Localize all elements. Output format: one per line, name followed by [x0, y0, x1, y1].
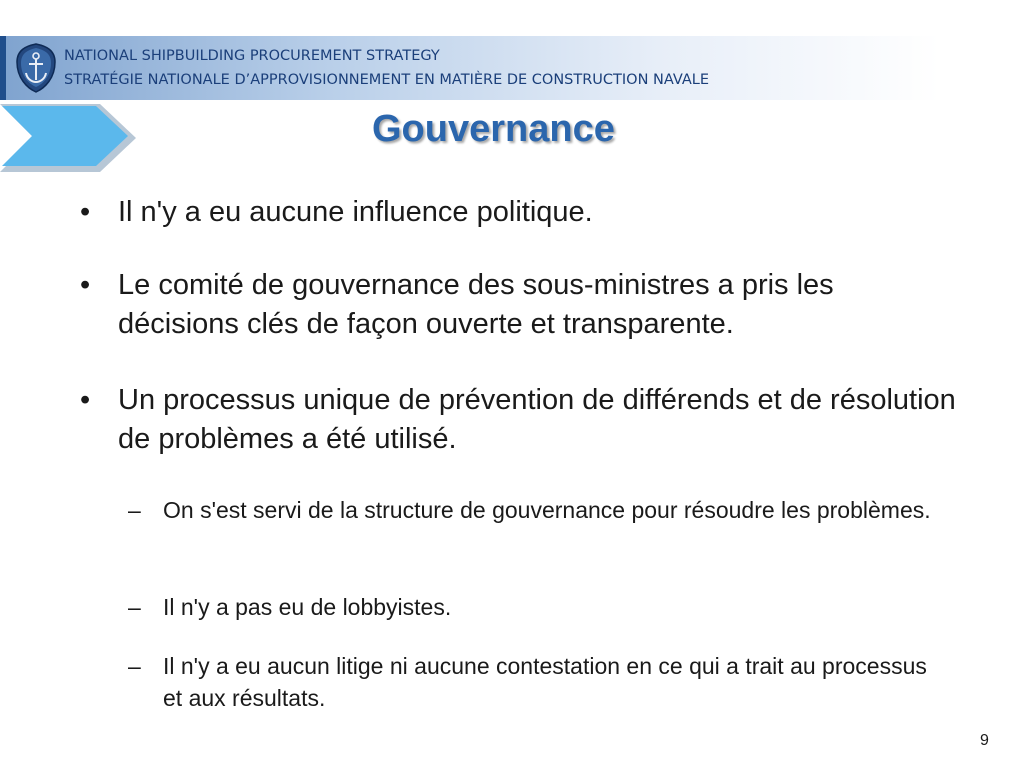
dash-marker: –: [128, 653, 141, 679]
bullet-text: Un processus unique de prévention de différends et de résolution de problèmes a été utilisé.: [118, 384, 956, 455]
slide-title: Gouvernance: [372, 108, 615, 150]
bullet-marker: •: [80, 384, 91, 416]
anchor-crest-icon: [14, 42, 58, 94]
chevron-arrow-decoration: [0, 102, 140, 174]
dash-marker: –: [128, 497, 141, 523]
dash-marker: –: [128, 594, 141, 620]
bullet-marker: •: [80, 196, 91, 228]
sub-bullet-text: Il n'y a eu aucun litige ni aucune contestation en ce qui a trait au processus et aux résultats.: [163, 653, 927, 711]
header-banner-edge: [0, 36, 6, 100]
sub-bullet-text: Il n'y a pas eu de lobbyistes.: [163, 594, 452, 620]
sub-bullet-text: On s'est servi de la structure de gouvernance pour résoudre les problèmes.: [163, 497, 931, 523]
bullet-text: Le comité de gouvernance des sous-ministres a pris les décisions clés de façon ouverte et transparente.: [118, 269, 834, 340]
header-title-english: NATIONAL SHIPBUILDING PROCUREMENT STRATEGY: [64, 48, 440, 64]
bullet-marker: •: [80, 269, 91, 301]
header-title-french: STRATÉGIE NATIONALE D’APPROVISIONNEMENT EN MATIÈRE DE CONSTRUCTION NAVALE: [64, 72, 710, 88]
header-banner: [0, 36, 940, 100]
page-number: 9: [980, 732, 989, 749]
bullet-text: Il n'y a eu aucune influence politique.: [118, 196, 593, 228]
